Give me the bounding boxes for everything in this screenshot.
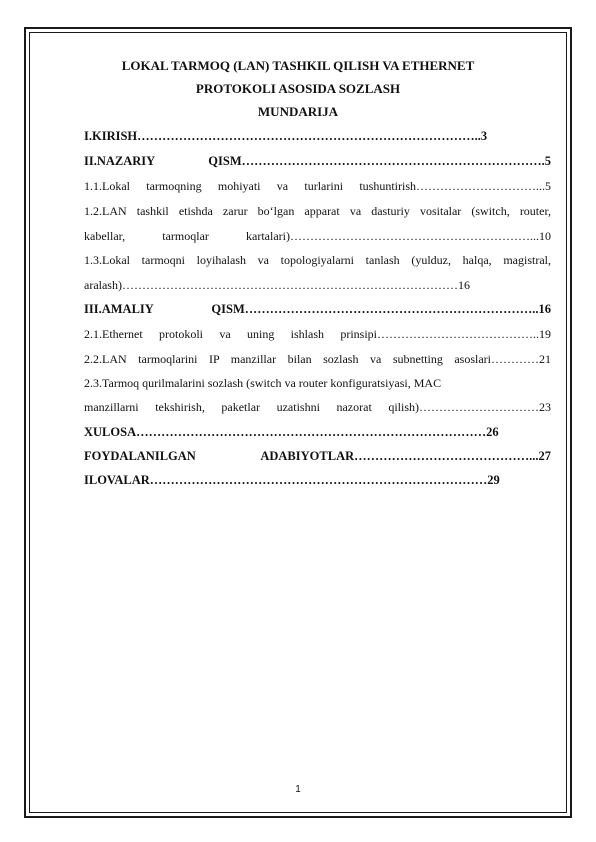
document-title-line-2: PROTOKOLI ASOSIDA SOZLASH <box>195 81 401 96</box>
document-title-line-1: LOKAL TARMOQ (LAN) TASHKIL QILISH VA ETHERNET <box>121 58 475 73</box>
toc-entry-amaliy-qism: III.AMALIY QISM……………………………………………………………..16 <box>84 302 551 316</box>
toc-entry-1-1: 1.1.Lokal tarmoqning mohiyati va turlarini tushuntirish…………………………...5 <box>84 179 551 193</box>
toc-entry-ilovalar: ILOVALAR………………………………………………………………………29 <box>84 473 500 487</box>
toc-entry-nazariy-qism: II.NAZARIY QISM……………………………………………………………….5 <box>84 154 551 168</box>
toc-entry-1-3-line-1: 1.3.Lokal tarmoqni loyihalash va topologiyalarni tanlash (yulduz, halqa, magistral, <box>84 253 551 267</box>
toc-entry-1-2-line-2: kabellar, tarmoqlar kartalari)……………………………………………………...10 <box>84 229 551 243</box>
page-border-inner <box>29 32 567 813</box>
toc-entry-2-3-line-2: manzillarni tekshirish, paketlar uzatishni nazorat qilish)…………………………23 <box>84 400 551 414</box>
toc-entry-2-2: 2.2.LAN tarmoqlarini IP manzillar bilan sozlash va subnetting asoslari…………21 <box>84 352 551 366</box>
toc-entry-1-3-line-2: aralash)…………………………………………………………………………16 <box>84 278 470 292</box>
toc-entry-foydalanilgan-adabiyotlar: FOYDALANILGAN ADABIYOTLAR……………………………………...27 <box>84 449 551 463</box>
toc-entry-1-2-line-1: 1.2.LAN tashkil etishda zarur boʻlgan apparat va dasturiy vositalar (switch, router, <box>84 204 551 218</box>
page-number: 1 <box>295 784 301 795</box>
toc-entry-xulosa: XULOSA…………………………………………………………………………26 <box>84 425 499 439</box>
contents-heading: MUNDARIJA <box>257 104 339 119</box>
toc-entry-2-1: 2.1.Ethernet protokoli va uning ishlash prinsipi…………………………………..19 <box>84 327 551 341</box>
toc-entry-kirish: I.KIRISH………………………………………………………………………..3 <box>84 129 488 143</box>
toc-entry-2-3-line-1: 2.3.Tarmoq qurilmalarini sozlash (switch va router konfiguratsiyasi, MAC <box>84 376 442 390</box>
